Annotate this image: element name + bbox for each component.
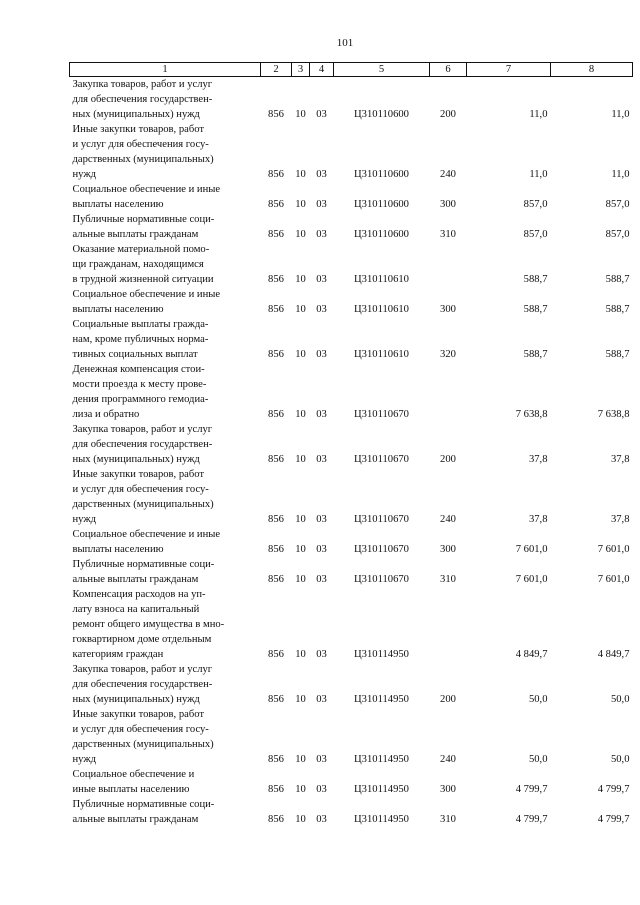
row-name-cell: Публичные нормативные соци- альные выплаты гражданам: [72, 214, 215, 240]
subsection-code-cell: 03: [316, 349, 327, 360]
amount-cell: 4 799,7: [515, 784, 548, 795]
target-article-cell: Ц310110670: [354, 544, 409, 555]
page-number: 101: [336, 37, 354, 49]
section-code-cell: 10: [295, 199, 306, 210]
subsection-code-cell: 03: [316, 649, 327, 660]
amount-cell: 11,0: [529, 169, 548, 180]
row-name-cell: Социальное обеспечение и иные выплаты населению: [72, 289, 221, 315]
ministry-code-cell: 856: [268, 814, 284, 825]
target-article-cell: Ц310110610: [354, 349, 409, 360]
column-header: 6: [430, 63, 467, 77]
target-article-cell: Ц310114950: [354, 784, 409, 795]
ministry-code-cell: 856: [268, 274, 284, 285]
table-row: [70, 422, 633, 467]
table-row: [70, 587, 633, 662]
row-name-cell: Социальное обеспечение и иные выплаты населению: [72, 769, 195, 795]
expense-type-cell: 300: [440, 544, 456, 555]
amount-cell: 37,8: [528, 514, 548, 525]
section-code-cell: 10: [295, 814, 306, 825]
section-code-cell: 10: [295, 274, 306, 285]
row-name-cell: Иные закупки товаров, работ и услуг для обеспечения госу- дарственных (муниципальных) нужд: [72, 709, 214, 765]
ministry-code-cell: 856: [268, 304, 284, 315]
section-code-cell: 10: [295, 109, 306, 120]
table-row: [70, 797, 633, 827]
row-name-cell: Компенсация расходов на уп- лату взноса на капитальный ремонт общего имущества в мно- гоквартирном доме отдельным категориям граждан: [72, 589, 225, 660]
target-article-cell: Ц310114950: [354, 694, 409, 705]
target-article-cell: Ц310114950: [354, 649, 409, 660]
target-article-cell: Ц310114950: [354, 754, 409, 765]
section-code-cell: 10: [295, 574, 306, 585]
row-name-cell: Социальное обеспечение и иные выплаты населению: [72, 184, 221, 210]
ministry-code-cell: 856: [268, 229, 284, 240]
target-article-cell: Ц310114950: [354, 814, 409, 825]
subsection-code-cell: 03: [316, 514, 327, 525]
subsection-code-cell: 03: [316, 814, 327, 825]
section-code-cell: 10: [295, 229, 306, 240]
expense-type-cell: 240: [440, 754, 456, 765]
target-article-cell: Ц310110600: [354, 169, 409, 180]
amount-cell: 4 799,7: [597, 814, 630, 825]
budget-table: [69, 62, 633, 827]
ministry-code-cell: 856: [268, 544, 284, 555]
amount-cell: 37,8: [528, 454, 548, 465]
section-code-cell: 10: [295, 544, 306, 555]
expense-type-cell: 300: [440, 784, 456, 795]
subsection-code-cell: 03: [316, 574, 327, 585]
subsection-code-cell: 03: [316, 544, 327, 555]
table-row: [70, 662, 633, 707]
amount-cell: 857,0: [523, 199, 548, 210]
subsection-code-cell: 03: [316, 199, 327, 210]
ministry-code-cell: 856: [268, 784, 284, 795]
amount-cell: 857,0: [523, 229, 548, 240]
expense-type-cell: 310: [440, 574, 456, 585]
expense-type-cell: 200: [440, 694, 456, 705]
section-code-cell: 10: [295, 409, 306, 420]
subsection-code-cell: 03: [316, 304, 327, 315]
table-row: [70, 557, 633, 587]
ministry-code-cell: 856: [268, 574, 284, 585]
table-row: [70, 317, 633, 362]
amount-cell: 7 638,8: [597, 409, 630, 420]
section-code-cell: 10: [295, 754, 306, 765]
amount-cell: 7 601,0: [597, 544, 630, 555]
column-header: 7: [467, 63, 551, 77]
expense-type-cell: 310: [440, 229, 456, 240]
subsection-code-cell: 03: [316, 409, 327, 420]
row-name-cell: Закупка товаров, работ и услуг для обеспечения государствен- ных (муниципальных) нужд: [72, 424, 213, 465]
column-header: 3: [292, 63, 310, 77]
ministry-code-cell: 856: [268, 754, 284, 765]
subsection-code-cell: 03: [316, 169, 327, 180]
subsection-code-cell: 03: [316, 274, 327, 285]
table-row: [70, 467, 633, 527]
table-row: [70, 212, 633, 242]
subsection-code-cell: 03: [316, 109, 327, 120]
amount-cell: 4 849,7: [515, 649, 548, 660]
row-name-cell: Иные закупки товаров, работ и услуг для обеспечения госу- дарственных (муниципальных) нужд: [72, 124, 214, 180]
amount-cell: 7 601,0: [597, 574, 630, 585]
table-row: [70, 707, 633, 767]
amount-cell: 588,7: [523, 304, 548, 315]
amount-cell: 7 601,0: [515, 544, 548, 555]
row-name-cell: Публичные нормативные соци- альные выплаты гражданам: [72, 559, 215, 585]
amount-cell: 50,0: [528, 694, 548, 705]
column-number-row: [70, 63, 633, 77]
column-header: 5: [334, 63, 430, 77]
amount-cell: 11,0: [529, 109, 548, 120]
subsection-code-cell: 03: [316, 454, 327, 465]
section-code-cell: 10: [295, 169, 306, 180]
amount-cell: 50,0: [610, 694, 630, 705]
target-article-cell: Ц310110600: [354, 109, 409, 120]
amount-cell: 857,0: [605, 229, 630, 240]
table-row: [70, 77, 633, 123]
table-row: [70, 527, 633, 557]
expense-type-cell: 320: [440, 349, 456, 360]
amount-cell: 588,7: [605, 349, 630, 360]
row-name-cell: Иные закупки товаров, работ и услуг для обеспечения госу- дарственных (муниципальных) нужд: [72, 469, 214, 525]
amount-cell: 4 849,7: [597, 649, 630, 660]
amount-cell: 50,0: [610, 754, 630, 765]
section-code-cell: 10: [295, 649, 306, 660]
table-body: [70, 77, 633, 828]
target-article-cell: Ц310110670: [354, 409, 409, 420]
amount-cell: 11,0: [611, 109, 630, 120]
subsection-code-cell: 03: [316, 754, 327, 765]
ministry-code-cell: 856: [268, 169, 284, 180]
row-name-cell: Закупка товаров, работ и услуг для обеспечения государствен- ных (муниципальных) нужд: [72, 79, 213, 120]
amount-cell: 4 799,7: [515, 814, 548, 825]
target-article-cell: Ц310110670: [354, 454, 409, 465]
ministry-code-cell: 856: [268, 199, 284, 210]
row-name-cell: Закупка товаров, работ и услуг для обеспечения государствен- ных (муниципальных) нужд: [72, 664, 213, 705]
amount-cell: 7 638,8: [515, 409, 548, 420]
amount-cell: 11,0: [611, 169, 630, 180]
amount-cell: 588,7: [605, 274, 630, 285]
column-header: 2: [261, 63, 292, 77]
amount-cell: 588,7: [605, 304, 630, 315]
ministry-code-cell: 856: [268, 649, 284, 660]
ministry-code-cell: 856: [268, 454, 284, 465]
table-row: [70, 287, 633, 317]
table-row: [70, 767, 633, 797]
section-code-cell: 10: [295, 454, 306, 465]
amount-cell: 50,0: [528, 754, 548, 765]
expense-type-cell: 310: [440, 814, 456, 825]
expense-type-cell: [430, 587, 467, 662]
section-code-cell: 10: [295, 694, 306, 705]
target-article-cell: Ц310110610: [354, 304, 409, 315]
ministry-code-cell: 856: [268, 349, 284, 360]
target-article-cell: Ц310110670: [354, 574, 409, 585]
target-article-cell: Ц310110600: [354, 199, 409, 210]
expense-type-cell: 300: [440, 199, 456, 210]
expense-type-cell: 200: [440, 454, 456, 465]
amount-cell: 857,0: [605, 199, 630, 210]
amount-cell: 37,8: [610, 454, 630, 465]
ministry-code-cell: 856: [268, 694, 284, 705]
amount-cell: 588,7: [523, 349, 548, 360]
ministry-code-cell: 856: [268, 409, 284, 420]
expense-type-cell: 200: [440, 109, 456, 120]
expense-type-cell: [430, 362, 467, 422]
subsection-code-cell: 03: [316, 694, 327, 705]
section-code-cell: 10: [295, 304, 306, 315]
section-code-cell: 10: [295, 349, 306, 360]
target-article-cell: Ц310110670: [354, 514, 409, 525]
row-name-cell: Денежная компенсация стои- мости проезда к месту прове- дения программного гемодиа- лиза и обратно: [72, 364, 209, 420]
subsection-code-cell: 03: [316, 229, 327, 240]
column-header: 1: [70, 63, 261, 77]
row-name-cell: Социальное обеспечение и иные выплаты населению: [72, 529, 221, 555]
table-row: [70, 242, 633, 287]
table-row: [70, 362, 633, 422]
expense-type-cell: 300: [440, 304, 456, 315]
column-header: 4: [310, 63, 334, 77]
subsection-code-cell: 03: [316, 784, 327, 795]
table-row: [70, 182, 633, 212]
expense-type-cell: 240: [440, 514, 456, 525]
ministry-code-cell: 856: [268, 109, 284, 120]
row-name-cell: Оказание материальной помо- щи гражданам, находящимся в трудной жизненной ситуации: [72, 244, 214, 285]
expense-type-cell: 240: [440, 169, 456, 180]
column-header: 8: [551, 63, 633, 77]
section-code-cell: 10: [295, 784, 306, 795]
amount-cell: 7 601,0: [515, 574, 548, 585]
amount-cell: 588,7: [523, 274, 548, 285]
amount-cell: 37,8: [610, 514, 630, 525]
row-name-cell: Социальные выплаты гражда- нам, кроме публичных норма- тивных социальных выплат: [72, 319, 209, 360]
ministry-code-cell: 856: [268, 514, 284, 525]
target-article-cell: Ц310110610: [354, 274, 409, 285]
table-row: [70, 122, 633, 182]
amount-cell: 4 799,7: [597, 784, 630, 795]
expense-type-cell: [430, 242, 467, 287]
target-article-cell: Ц310110600: [354, 229, 409, 240]
section-code-cell: 10: [295, 514, 306, 525]
row-name-cell: Публичные нормативные соци- альные выплаты гражданам: [72, 799, 215, 825]
